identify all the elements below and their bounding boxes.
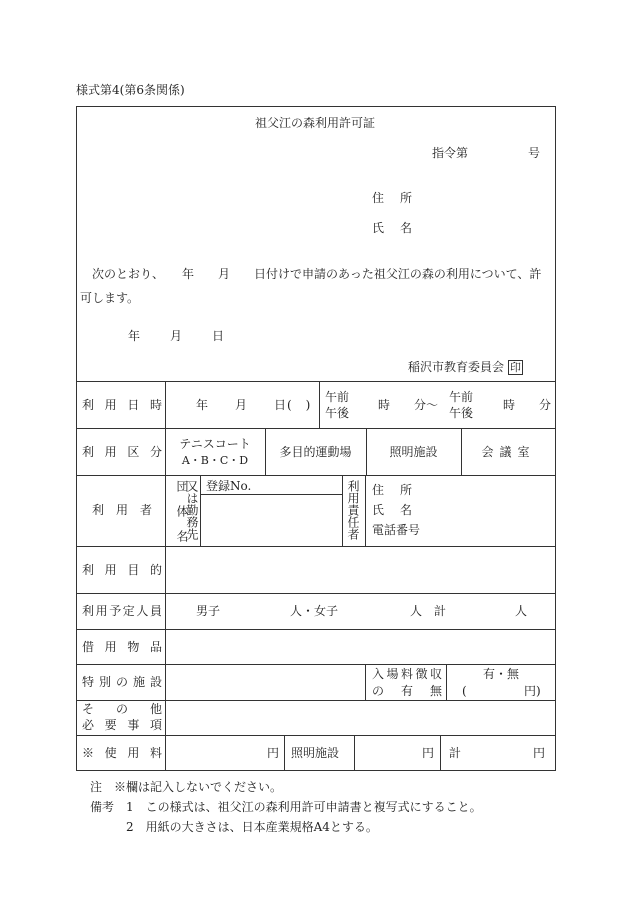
label-fee: ※使用料 [82,746,162,760]
end-pm: 午後 [449,406,474,420]
option-tennis: テニスコート [179,437,251,451]
fee-yen-1: 円 [267,746,280,760]
fee-collection-label: 入場料徴収 [372,667,442,681]
form-label: 様式第4(第6条関係) [76,83,185,97]
shirei-suffix: 号 [528,146,541,160]
label-purpose: 利用目的 [82,563,162,577]
responsible-phone: 電話番号 [372,523,421,537]
shirei-prefix: 指令第 [432,146,469,160]
remark-1: 1 この様式は、祖父江の森利用許可申請書と複写式にすること。 [126,800,482,814]
start-pm: 午後 [325,406,350,420]
use-date: 年 月 日( ) [196,398,312,412]
fee-total: 計 [449,746,462,760]
option-meeting: 会議室 [481,445,536,459]
fee-yen-3: 円 [533,746,546,760]
option-tennis-courts: A・B・C・D [181,454,249,467]
fee-yen-2: 円 [422,746,435,760]
persons-female: 人・女子 [290,604,339,618]
responsible-address: 住 所 [372,483,415,497]
fee-lighting: 照明施設 [291,746,340,760]
option-multipurpose: 多目的運動場 [279,445,352,459]
responsible-name: 氏 名 [372,503,415,517]
registration-no-label: 登録No. [206,479,252,493]
fee-paren-close: 円) [524,684,541,698]
body-line-2: 可します。 [80,291,140,305]
label-user: 利 用 者 [91,503,152,517]
label-borrow: 借用物品 [82,640,162,654]
option-lighting: 照明施設 [389,445,438,459]
issuer-name: 稲沢市教育委員会 [408,360,505,374]
label-special: 特別の施設 [82,675,162,689]
label-datetime: 利用日時 [82,398,162,412]
label-or-workplace: 又は勤務先 [185,480,199,540]
remark-label: 備考 [90,800,115,814]
applicant-address-label: 住 所 [372,191,415,205]
label-category: 利用区分 [82,445,162,459]
applicant-name-label: 氏 名 [372,221,415,235]
issue-date: 年 月 日 [128,329,227,343]
label-other: そ の 他 [82,702,162,716]
persons-unit: 人 [515,604,528,618]
label-group: 団体名 [175,480,189,542]
fee-paren-open: ( [462,684,467,698]
body-line-1: 次のとおり、 年 月 日付けで申請のあった祖父江の森の利用について、許 [92,267,542,281]
label-responsible: 利用責任者 [346,480,360,540]
persons-total: 人 計 [410,604,447,618]
start-time: 時 分〜 [378,398,439,412]
form-title: 祖父江の森利用許可証 [254,116,375,130]
remark-2: 2 用紙の大きさは、日本産業規格A4とする。 [126,820,378,834]
seal-mark: 印 [510,361,522,374]
persons-male: 男子 [196,604,221,618]
fee-collection-label-2: の 有 無 [372,684,442,698]
start-am: 午前 [325,390,350,404]
fee-yes-no: 有・無 [482,667,519,681]
label-persons: 利用予定人員 [82,604,162,618]
label-other-2: 必要事項 [82,718,162,732]
end-time: 時 分 [503,398,552,412]
end-am: 午前 [449,390,474,404]
issuer [408,360,523,375]
note-line: 注 ※欄は記入しないでください。 [90,780,283,794]
